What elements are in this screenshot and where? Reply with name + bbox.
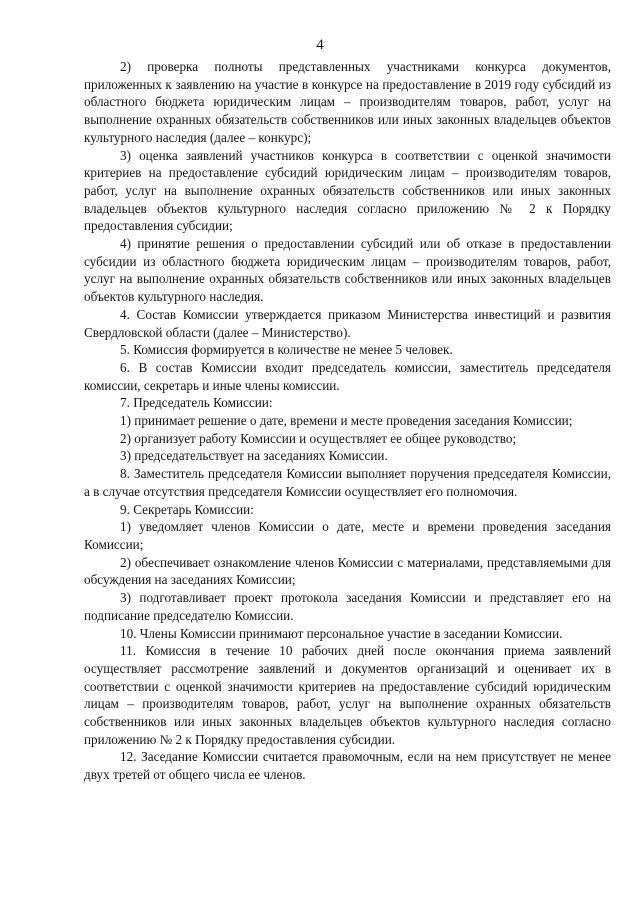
paragraph-item-4-decision: 4) принятие решения о предоставлении субсидий или об отказе в предоставлении субсидии из областного бюджета юридическим лицам – производителям товаров, работ, услуг на выполнение охранных обязательств собственников или иных законных владельцев объектов культурного наследия.	[84, 236, 611, 305]
paragraph-clause-4-composition: 4. Состав Комиссии утверждается приказом Министерства инвестиций и развития Свердловской области (далее – Министерство).	[84, 306, 611, 340]
document-body	[84, 58, 611, 784]
paragraph-clause-6-members: 6. В состав Комиссии входит председатель комиссии, заместитель председателя комиссии, секретарь и иные члены комиссии.	[84, 359, 611, 393]
paragraph-chairman-duty-1: 1) принимает решение о дате, времени и месте проведения заседания Комиссии;	[120, 413, 573, 429]
page-number: 4	[316, 37, 324, 53]
paragraph-item-3-evaluate-applications: 3) оценка заявлений участников конкурса в соответствии с оценкой значимости критериев на предоставление субсидий юридическим лицам – производителям товаров, работ, услуг на выполнение охранных обязательств собственников или иных законных владельцев объектов культурного наследия согласно приложению № 2 к Порядку предоставления субсидии;	[84, 147, 611, 234]
paragraph-secretary-duty-1: 1) уведомляет членов Комиссии о дате, месте и времени проведения заседания Комиссии;	[84, 519, 611, 552]
paragraph-item-2-check-documents: 2) проверка полноты представленных участниками конкурса документов, приложенных к заявлению на участие в конкурсе на предоставление в 2019 году субсидий из областного бюджета юридическим лицам – производителям товаров, работ, услуг на выполнение охранных обязательств собственников или иных законных владельцев объектов культурного наследия (далее – конкурс);	[84, 59, 611, 145]
paragraph-clause-12-quorum: 12. Заседание Комиссии считается правомочным, если на нем присутствует не менее двух третей от общего числа ее членов.	[84, 749, 611, 783]
paragraph-secretary-duty-2: 2) обеспечивает ознакомление членов Комиссии с материалами, представляемыми для обсуждения на заседаниях Комиссии;	[84, 554, 611, 588]
paragraph-clause-5-size: 5. Комиссия формируется в количестве не менее 5 человек.	[120, 342, 453, 358]
paragraph-chairman-duty-3: 3) председательствует на заседаниях Комиссии.	[120, 448, 388, 464]
paragraph-clause-11-review: 11. Комиссия в течение 10 рабочих дней после окончания приема заявлений осуществляет рассмотрение заявлений и документов организаций и оценивает их в соответствии с оценкой значимости критериев на предоставление субсидий юридическим лицам – производителям товаров, работ, услуг на выполнение охранных обязательств собственников или иных законных владельцев объектов культурного наследия согласно приложению № 2 к Порядку предоставления субсидии.	[84, 643, 611, 747]
paragraph-clause-7-chairman: 7. Председатель Комиссии:	[120, 395, 273, 411]
paragraph-clause-9-secretary: 9. Секретарь Комиссии:	[120, 501, 254, 517]
paragraph-chairman-duty-2: 2) организует работу Комиссии и осуществляет ее общее руководство;	[120, 430, 517, 446]
paragraph-clause-8-deputy: 8. Заместитель председателя Комиссии выполняет поручения председателя Комиссии, а в случае отсутствия председателя Комиссии осуществляет его полномочия.	[84, 466, 611, 499]
paragraph-secretary-duty-3: 3) подготавливает проект протокола заседания Комиссии и представляет его на подписание председателю Комиссии.	[84, 590, 611, 623]
paragraph-clause-10-members-participation: 10. Члены Комиссии принимают персональное участие в заседании Комиссии.	[120, 625, 563, 641]
